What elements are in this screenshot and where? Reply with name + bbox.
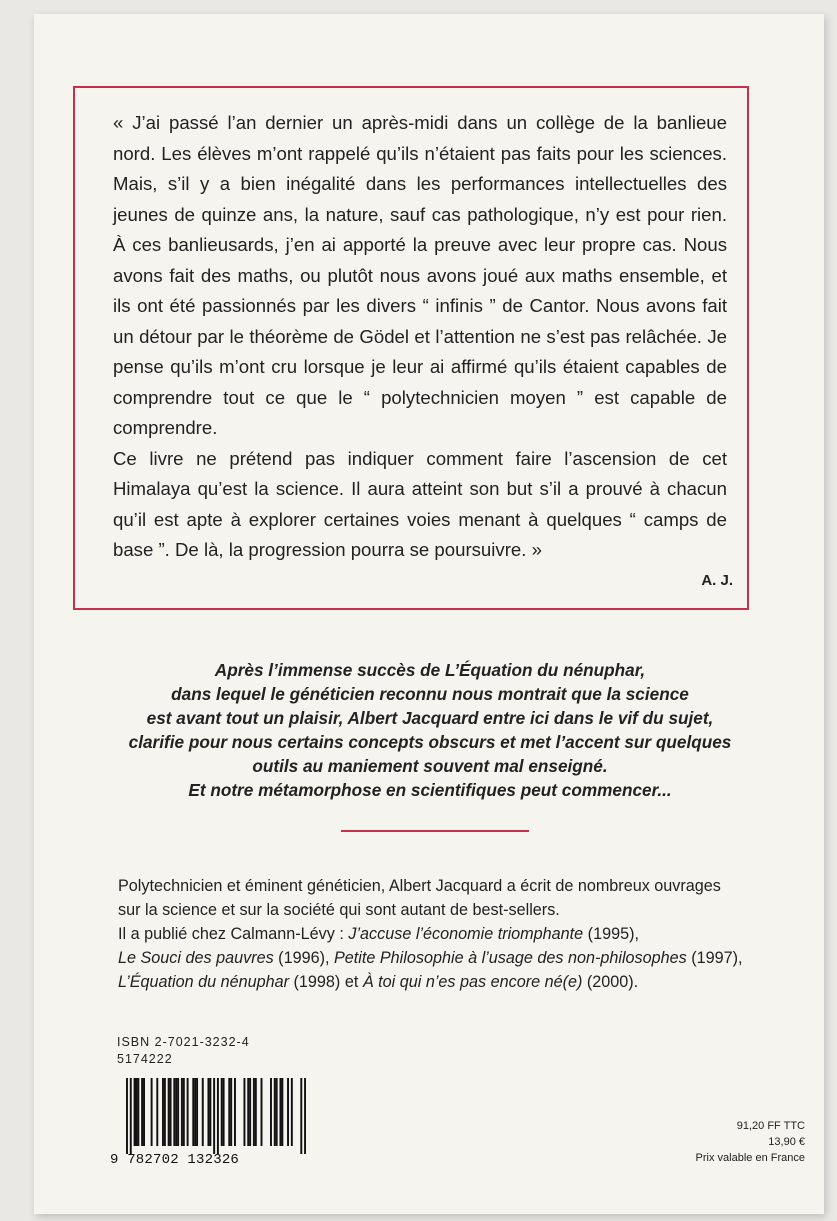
- barcode-bar: [156, 1078, 158, 1146]
- barcode-bar: [304, 1078, 306, 1154]
- barcode-digits: 9 782702 132326: [110, 1152, 240, 1168]
- barcode-bar: [213, 1078, 215, 1154]
- book-title: À toi qui n’es pas encore né(e): [362, 973, 583, 991]
- price-block: [696, 1118, 805, 1166]
- bio-text: (1996),: [273, 949, 334, 967]
- price-ff: 91,20 FF TTC: [736, 1120, 805, 1132]
- barcode-bar: [228, 1078, 230, 1146]
- barcode-bar: [134, 1078, 136, 1146]
- barcode-bar: [230, 1078, 232, 1146]
- bio-line: [118, 946, 818, 970]
- bio-text: (2000).: [582, 973, 639, 991]
- author-bio: [118, 874, 818, 994]
- blurb-line: Et notre métamorphose en scientifiques peut commencer...: [188, 780, 672, 800]
- barcode-bar: [177, 1078, 179, 1146]
- bio-line: Polytechnicien et éminent généticien, Albert Jacquard a écrit de nombreux ouvrages: [118, 877, 721, 895]
- bio-text: (1995),: [583, 925, 639, 943]
- barcode-bar: [261, 1078, 263, 1146]
- isbn-block: [117, 1034, 250, 1068]
- bio-text: (1998) et: [289, 973, 363, 991]
- barcode-bar: [181, 1078, 183, 1146]
- barcode-bar: [217, 1078, 219, 1154]
- barcode-bar: [196, 1078, 198, 1146]
- isbn-number: ISBN 2-7021-3232-4: [117, 1035, 250, 1049]
- red-divider: [341, 830, 529, 832]
- barcode-bar: [253, 1078, 255, 1146]
- bio-text: (1997),: [686, 949, 743, 967]
- barcode-bar: [270, 1078, 272, 1146]
- barcode-bar: [162, 1078, 164, 1146]
- barcode-bar: [255, 1078, 257, 1146]
- barcode-bar: [249, 1078, 251, 1146]
- barcode-bar: [137, 1078, 139, 1146]
- barcode-area: [110, 1078, 310, 1168]
- blurb-line: Après l’immense succès de L’Équation du nénuphar,: [214, 660, 646, 680]
- barcode-bar: [291, 1078, 293, 1146]
- barcode-bar: [173, 1078, 175, 1146]
- quote-paragraph-2: Ce livre ne prétend pas indiquer comment faire l’ascension de cet Himalaya qu’est la science. Il aura atteint son but s’il a prouvé à chacun qu’il est apte à explorer certaines voies menant à quelques “ camps de base ”. De là, la progression pourra se poursuivre. »: [113, 447, 727, 560]
- blurb-line: outils au maniement souvent mal enseigné.: [252, 756, 608, 776]
- price-note: Prix valable en France: [695, 1152, 805, 1164]
- book-title: Le Souci des pauvres: [118, 949, 274, 967]
- barcode-icon: [126, 1078, 306, 1154]
- barcode-bar: [126, 1078, 128, 1154]
- bio-line: sur la science et sur la société qui sont autant de best-sellers.: [118, 901, 560, 919]
- blurb: [90, 658, 770, 802]
- barcode-bar: [274, 1078, 276, 1146]
- barcode-bar: [221, 1078, 223, 1146]
- bio-line: [118, 970, 818, 994]
- barcode-bar: [183, 1078, 185, 1146]
- price-euro: 13,90 €: [768, 1136, 805, 1148]
- barcode-bar: [209, 1078, 211, 1146]
- barcode-bar: [175, 1078, 177, 1146]
- barcode-bar: [192, 1078, 194, 1146]
- barcode-bar: [223, 1078, 225, 1146]
- barcode-bar: [143, 1078, 145, 1146]
- barcode-bar: [164, 1078, 166, 1146]
- blurb-line: dans lequel le généticien reconnu nous montrait que la science: [171, 684, 689, 704]
- barcode-bar: [194, 1078, 196, 1146]
- barcode-bar: [187, 1078, 189, 1146]
- barcode-bar: [243, 1078, 245, 1146]
- barcode-bar: [207, 1078, 209, 1146]
- barcode-bar: [170, 1078, 172, 1146]
- book-title: J’accuse l’économie triomphante: [348, 925, 584, 943]
- barcode-bar: [276, 1078, 278, 1146]
- barcode-bar: [202, 1078, 204, 1146]
- barcode-bar: [141, 1078, 143, 1146]
- barcode-bar: [130, 1078, 132, 1154]
- barcode-bar: [247, 1078, 249, 1146]
- internal-code: 5174222: [117, 1052, 173, 1066]
- bio-text: Il a publié chez Calmann-Lévy :: [118, 925, 349, 943]
- bio-line: [118, 922, 818, 946]
- book-title: Petite Philosophie à l’usage des non-philosophes: [333, 949, 687, 967]
- quote-paragraph-1: « J’ai passé l’an dernier un après-midi dans un collège de la banlieue nord. Les élèves m’ont rappelé qu’ils n’étaient pas faits pour les sciences. Mais, s’il y a bien inégalité dans les performances intellectuelles des jeunes de quinze ans, la nature, sauf cas pathologique, n’y est pour rien. À ces banlieusards, j’en ai apporté la preuve avec leur propre cas. Nous avons fait des maths, ou plutôt nous avons joué aux maths ensemble, et ils ont été passionnés par les divers “ infinis ” de Cantor. Nous avons fait un détour par le théorème de Gödel et l’attention ne s’est pas relâchée. Je pense qu’ils m’ont cru lorsque je leur ai affirmé qu’ils étaient capables de comprendre tout ce que le “ polytechnicien moyen ” est capable de comprendre.: [113, 112, 727, 438]
- barcode-bar: [287, 1078, 289, 1146]
- quote-signature: A. J.: [701, 571, 733, 589]
- blurb-line: clarifie pour nous certains concepts obscurs et met l’accent sur quelques: [128, 732, 732, 752]
- barcode-bar: [279, 1078, 281, 1146]
- book-title: L’Équation du nénuphar: [118, 973, 290, 991]
- barcode-bar: [168, 1078, 170, 1146]
- barcode-bar: [135, 1078, 137, 1146]
- barcode-bar: [234, 1078, 236, 1146]
- barcode-bar: [300, 1078, 302, 1154]
- barcode-bar: [151, 1078, 153, 1146]
- barcode-bar: [281, 1078, 283, 1146]
- quote-box: [73, 86, 749, 610]
- blurb-line: est avant tout un plaisir, Albert Jacquard entre ici dans le vif du sujet,: [146, 708, 714, 728]
